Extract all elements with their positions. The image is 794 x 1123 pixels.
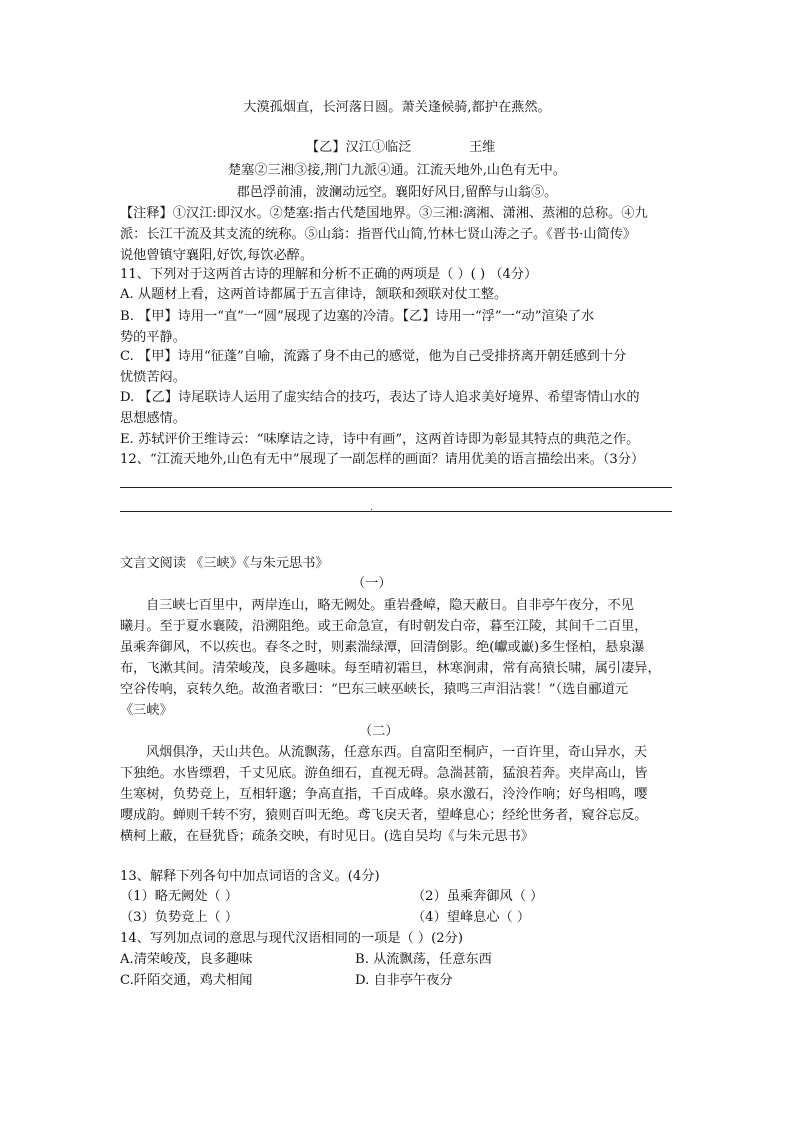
q14-stem: 14、写列加点词的意思与现代汉语相同的一项是（ ）(2分)	[120, 931, 463, 946]
poem-a-last-line: 大漠孤烟直，长河落日圆。萧关逢候骑,都护在燕然。	[243, 100, 551, 115]
part2-label: （二）	[359, 724, 399, 739]
part2-line: 生寒树，负势竞上，互相轩邈；争高直指，千百成峰。泉水激石，泠泠作响；好鸟相鸣，嘤	[120, 787, 648, 802]
q13-item: （4）望峰息心（ ）	[412, 910, 531, 925]
part1-line: 布，飞漱其间。清荣峻茂，良多趣味。每至晴初霜旦，林寒涧肃，常有高猿长啸，属引凄异，	[120, 661, 661, 676]
q14-option: A.清荣峻茂，良多趣味	[120, 952, 253, 967]
q13-item: （1）略无阙处（ ）	[120, 889, 239, 904]
part2-line: 风烟俱净，天山共色。从流飘荡，任意东西。自富阳至桐庐，一百许里，奇山异水，天	[146, 745, 648, 760]
q13-item: （2）虽乘奔御风（ ）	[412, 889, 544, 904]
notes-line: 说他曾镇守襄阳,好饮,每饮必醉。	[120, 248, 314, 263]
q11-option-line: 思想感情。	[120, 411, 186, 426]
q13-stem: 13、解释下列各句中加点词语的含义。(4分)	[120, 869, 380, 884]
q11-option-line: B. 【甲】诗用一“直”一“圆”展现了边塞的冷清。【乙】诗用一“浮”一“动”渲染了水	[120, 309, 595, 324]
part2-line: 横柯上蔽，在昼犹昏；疏条交映，有时见日。(选自吴均《与朱元思书》	[120, 829, 534, 844]
q13-item: （3）负势竞上（ ）	[120, 910, 239, 925]
classical-heading: 文言文阅读 《三峡》《与朱元思书》	[120, 556, 329, 571]
poem-b-title: 【乙】汉江①临泛	[306, 140, 412, 155]
answer-line	[120, 487, 672, 488]
notes-line: 【注释】①汉江:即汉水。②楚塞:指古代楚国地界。③三湘:漓湘、潇湘、蒸湘的总称。④九	[120, 206, 648, 221]
poem-b-line-2: 郡邑浮前浦，波澜动远空。襄阳好风日,留醉与山翁⑤。	[236, 185, 558, 200]
poem-b-line-1: 楚塞②三湘③接,荆门九派④通。江流天地外,山色有无中。	[227, 163, 567, 178]
q11-option-line: C. 【甲】诗用“征蓬”自喻，流露了身不由己的感觉，他为自己受排挤离开朝廷感到十分	[120, 349, 627, 364]
part1-label: （一）	[352, 576, 392, 591]
part1-line: 曦月。至于夏水襄陵，沿溯阻绝。或王命急宣，有时朝发白帝，暮至江陵，其间千二百里，	[120, 619, 648, 634]
part2-line: 下独绝。水皆缥碧，千丈见底。游鱼细石，直视无碍。急湍甚箭，猛浪若奔。夹岸高山，皆	[120, 766, 648, 781]
q11-option-line: E. 苏轼评价王维诗云：“味摩诘之诗，诗中有画”，这两首诗即为彰显其特点的典范之作。	[120, 432, 640, 447]
part1-line: 自三峡七百里中，两岸连山，略无阙处。重岩叠嶂，隐天蔽日。自非亭午夜分，不见	[146, 598, 634, 613]
q11-option-line: 忧愤苦闷。	[120, 370, 186, 385]
notes-line: 派：长江干流及其支流的统称。⑤山翁：指晋代山简,竹林七贤山涛之子。《晋书·山简传》	[120, 227, 637, 242]
q14-option: B. 从流飘荡，任意东西	[355, 952, 492, 967]
q12-stem: 12、“江流天地外,山色有无中”展现了一副怎样的画面？请用优美的语言描绘出来。（3分）	[120, 452, 645, 467]
q14-option: D. 自非亭午夜分	[355, 973, 453, 988]
part2-line: 嘤成韵。蝉则千转不穷，猿则百叫无绝。鸢飞戾天者，望峰息心；经纶世务者，窥谷忘反。	[120, 808, 648, 823]
q11-option-line: D. 【乙】诗尾联诗人运用了虚实结合的技巧，表达了诗人追求美好境界、希望寄情山水的	[120, 390, 640, 405]
part1-line: 虽乘奔御风，不以疾也。春冬之时，则素湍绿潭，回清倒影。绝(巘或巚)多生怪柏，悬泉瀑	[120, 640, 645, 655]
q11-stem: 11、下列对于这两首古诗的理解和分析不正确的两项是（ ）( ) （4分）	[120, 267, 538, 282]
q11-option-line: A. 从题材上看，这两首诗都属于五言律诗，颔联和颈联对仗工整。	[120, 287, 508, 302]
q14-option: C.阡陌交通，鸡犬相闻	[120, 973, 253, 988]
poem-b-author: 王维	[469, 140, 496, 155]
q11-option-line: 势的平静。	[120, 330, 186, 345]
part1-line: 《三峡》	[120, 703, 173, 718]
part1-line: 空谷传响，哀转久绝。故渔者歌曰：“巴东三峡巫峡长，猿鸣三声泪沾裳！”（选自郦道元	[120, 682, 629, 697]
stray-mark: .	[370, 502, 374, 513]
answer-line	[120, 511, 672, 512]
